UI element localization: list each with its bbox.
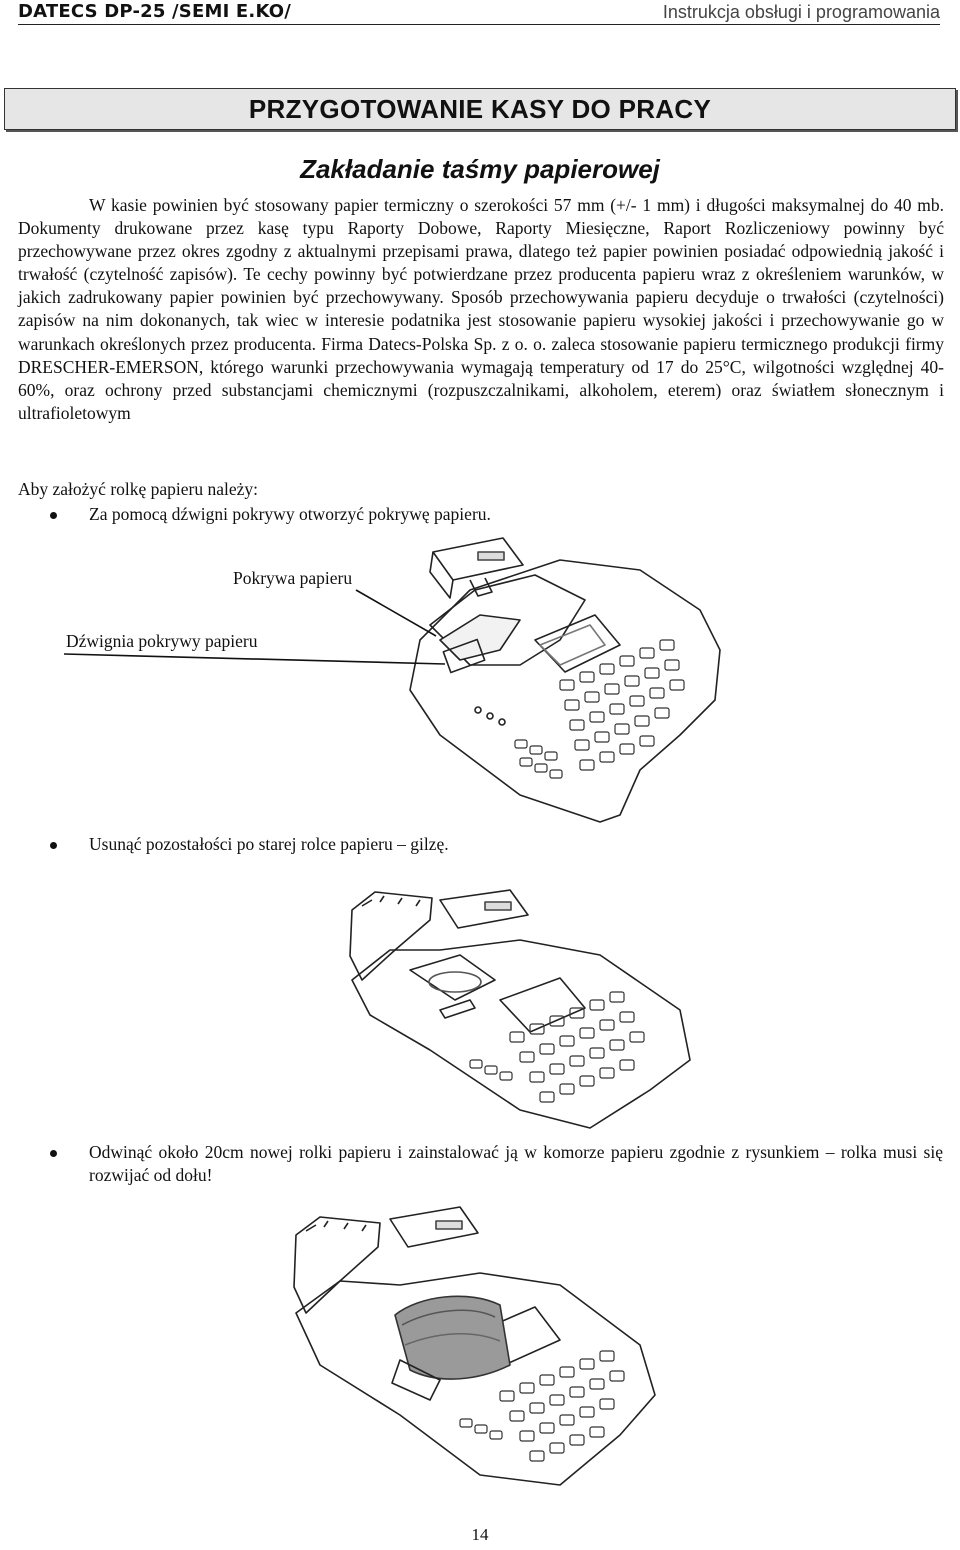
header-manual-title: Instrukcja obsługi i programowania: [662, 2, 940, 22]
bullet-icon: [50, 842, 57, 849]
step-text-2: Usunąć pozostałości po starej rolce papieru – gilzę.: [89, 834, 449, 854]
figure-register-open: [0, 860, 960, 1140]
step-item-2: [18, 833, 943, 856]
header-model: DATECS DP-25 /SEMI E.KO/: [18, 1, 292, 22]
label-cover-lever: Dźwignia pokrywy papieru: [66, 631, 258, 651]
bullet-icon: [50, 1150, 57, 1157]
label-paper-cover: Pokrywa papieru: [233, 568, 353, 588]
paper-requirements-paragraph: W kasie powinien być stosowany papier termiczny o szerokości 57 mm (+/- 1 mm) i długości maksymalnej do 40 mb. Dokumenty drukowane przez kasę typu Raporty Dobowe, Raporty Miesięczne, Raport Rozliczeniowy powinny być przechowywane przez okres zgodny z aktualnymi przepisami prawa, dlatego też papier powinien posiadać odpowiednią jakość i trwałość (czytelność zapisów). Te cechy powinny być potwierdzane przez producenta papieru wraz z określeniem warunków, w jakich zadrukowany papier powinien być przechowywany. Sposób przechowywania papieru decyduje o trwałości (czytelności) zapisów na nim dokonanych, tak wiec w interesie podatnika jest stosowanie papieru wysokiej jakości i przechowywanie go w warunkach określonych przez producenta. Firma Datecs-Polska Sp. z o. o. zaleca stosowanie papieru termicznego produkcji firmy DRESCHER-EMERSON, którego warunki przechowywania wymagają temperatury od 17 do 25°C, wilgotności względnej 40-60%, oraz ochrony przed substancjami chemicznymi (rozpuszczalnikami, alkoholem, eterem) oraz światłem słonecznym i ultrafioletowym: [18, 195, 944, 423]
steps-intro: Aby założyć rolkę papieru należy:: [18, 479, 259, 499]
step-text-1: Za pomocą dźwigni pokrywy otworzyć pokrywę papieru.: [89, 504, 491, 524]
step-text-3: Odwinąć około 20cm nowej rolki papieru i zainstalować ją w komorze papieru zgodnie z rysunkiem – rolka musi się rozwijać od dołu!: [89, 1142, 943, 1185]
section-title: PRZYGOTOWANIE KASY DO PRACY: [248, 94, 712, 124]
figure-register-roll-installed: [0, 1195, 960, 1505]
subsection-title: Zakładanie taśmy papierowej: [300, 154, 660, 184]
page-number: 14: [471, 1525, 489, 1544]
step-item-3: [18, 1141, 943, 1187]
